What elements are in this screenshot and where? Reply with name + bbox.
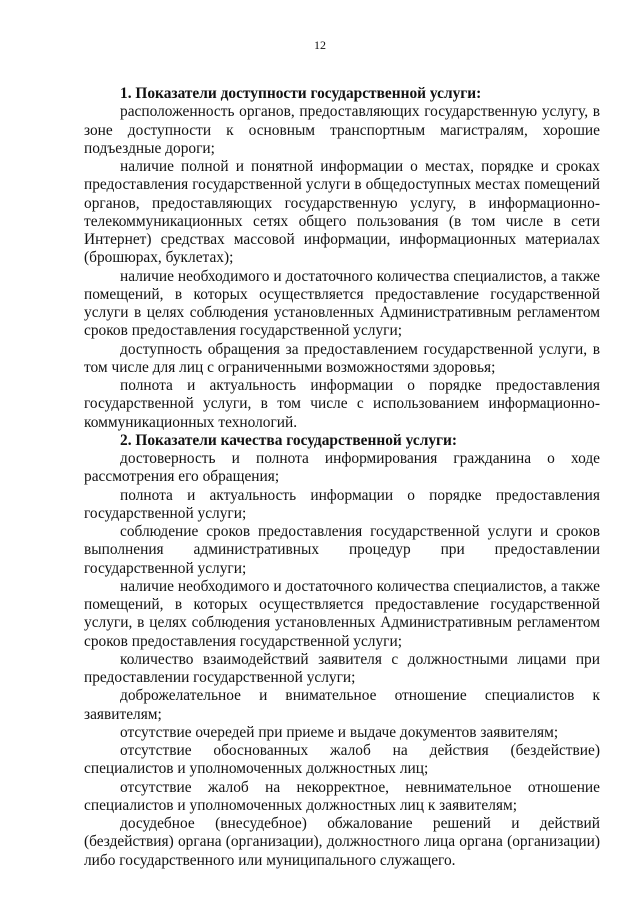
section-2-item: отсутствие очередей при приеме и выдаче документов заявителям;: [120, 723, 559, 741]
section-2-item: отсутствие обоснованных жалоб на действия (бездействие) специалистов и уполномоченных должностных лиц;: [84, 742, 600, 778]
section-1-item: наличие полной и понятной информации о местах, порядке и сроках предоставления государственной услуги в общедоступных местах помещений органов, предоставляющих государственную услугу, в информационно-телекоммуникационных сетях общего пользования (в том числе в сети Интернет) средствах массовой информации, информационных материалах (брошюрах, буклетах);: [84, 158, 600, 267]
section-2-item: наличие необходимого и достаточного количества специалистов, а также помещений, в которых осуществляется предоставление государственной услуги, в целях соблюдения установленных Административным регламентом сроков предоставления государственной услуги;: [84, 577, 600, 650]
section-2-item: достоверность и полнота информирования гражданина о ходе рассмотрения его обращения;: [84, 450, 600, 486]
section-1-item: доступность обращения за предоставлением государственной услуги, в том числе для лиц с ограниченными возможностями здоровья;: [84, 340, 600, 376]
section-1-item: полнота и актуальность информации о порядке предоставления государственной услуги, в том числе с использованием информационно-коммуникационных технологий.: [84, 377, 600, 431]
section-2-item: полнота и актуальность информации о порядке предоставления государственной услуги;: [84, 486, 600, 522]
section-1-item: расположенность органов, предоставляющих государственную услугу, в зоне доступности к основным транспортным магистралям, хорошие подъездные дороги;: [84, 103, 600, 157]
section-1-item: наличие необходимого и достаточного количества специалистов, а также помещений, в которых осуществляется предоставление государственной услуги в целях соблюдения установленных Административным регламентом сроков предоставления государственной услуги;: [84, 267, 600, 340]
section-2-item: соблюдение сроков предоставления государственной услуги и сроков выполнения административных процедур при предоставлении государственной услуги;: [84, 523, 600, 577]
section-2-item: количество взаимодействий заявителя с должностными лицами при предоставлении государственной услуги;: [84, 650, 600, 686]
section-2-item: доброжелательное и внимательное отношение специалистов к заявителям;: [84, 687, 600, 723]
section-1-heading: 1. Показатели доступности государственной услуги:: [120, 85, 482, 102]
section-2-heading: 2. Показатели качества государственной услуги:: [120, 431, 458, 449]
section-2-item: досудебное (внесудебное) обжалование решений и действий (бездействия) органа (организации), должностного лица органа (организации) либо государственного или муниципального служащего.: [84, 815, 600, 869]
section-2-item: отсутствие жалоб на некорректное, невнимательное отношение специалистов и уполномоченных должностных лиц к заявителям;: [84, 778, 600, 814]
page-number: 12: [314, 38, 326, 52]
document-body: [84, 85, 600, 870]
